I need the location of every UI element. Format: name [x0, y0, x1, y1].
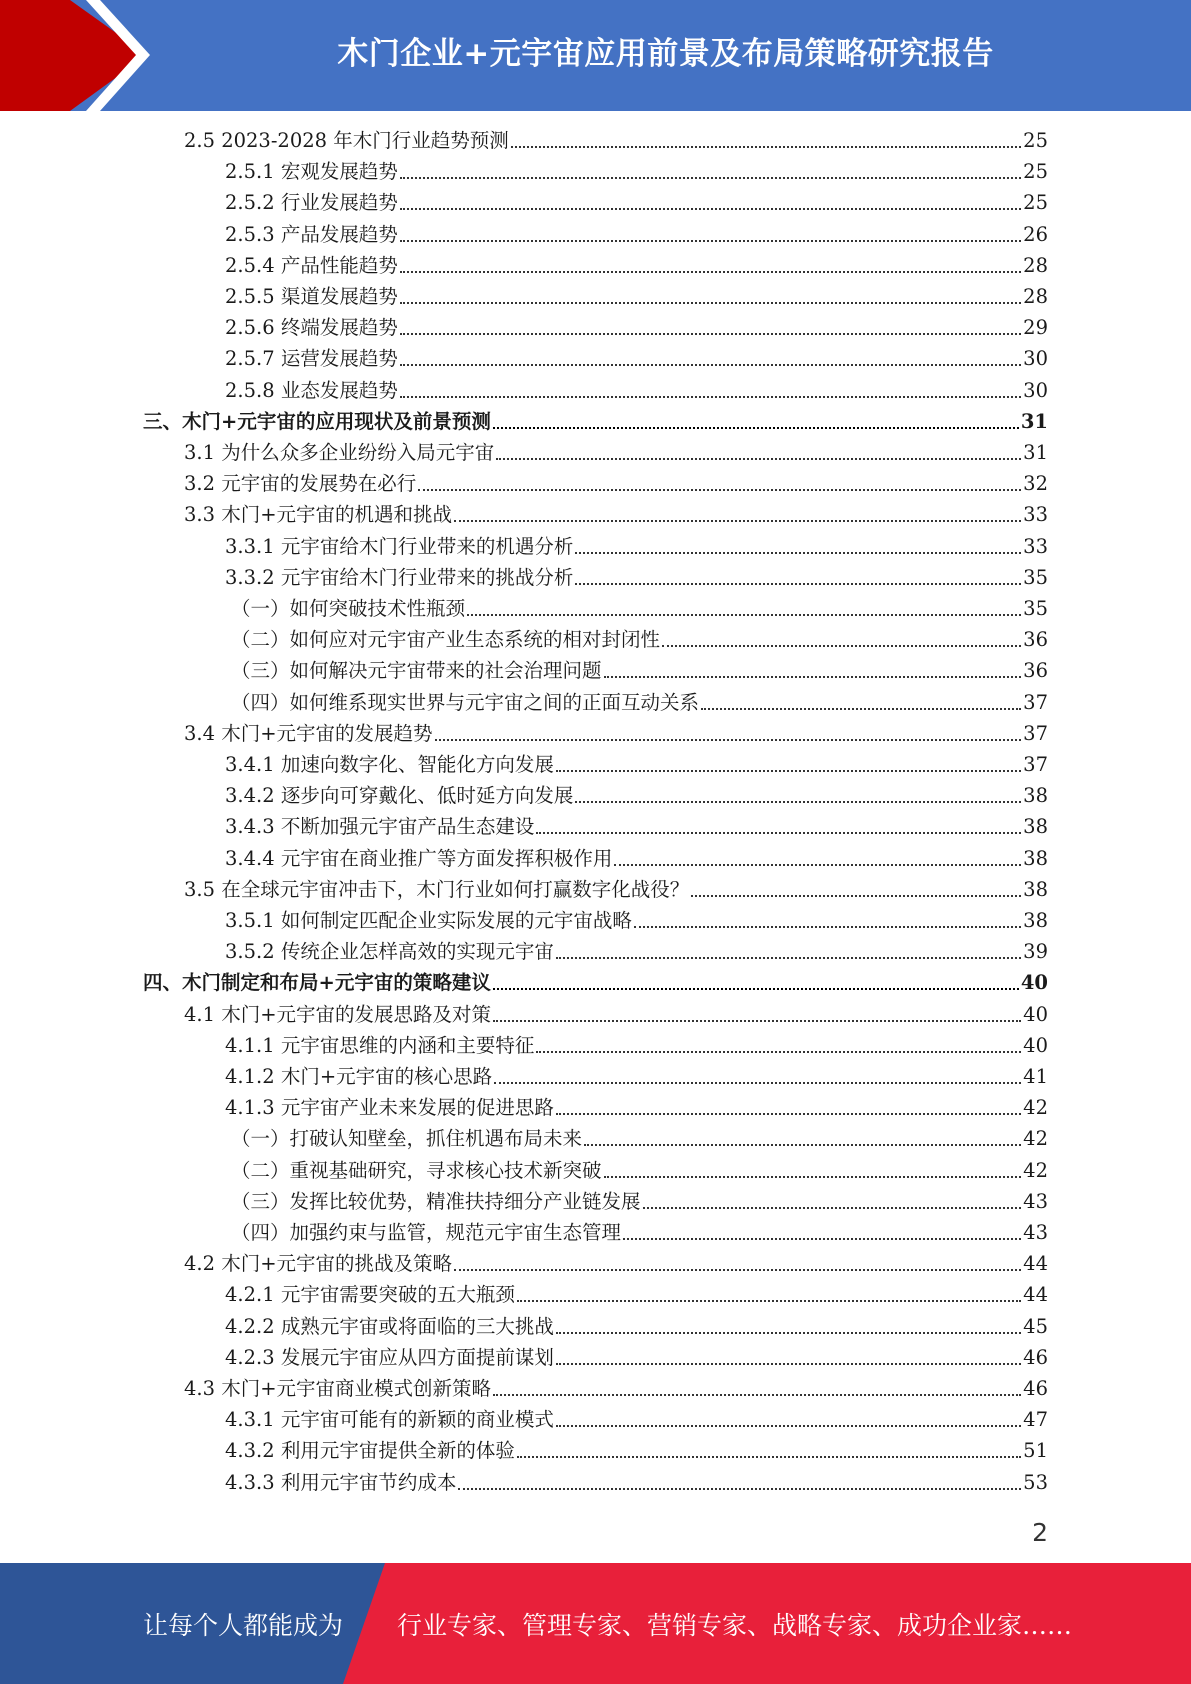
toc-entry[interactable] [231, 658, 1048, 684]
toc-entry[interactable] [231, 627, 1048, 653]
toc-entry-title: 2.5.7 运营发展趋势 [225, 347, 398, 370]
toc-entry-title: （一）打破认知壁垒，抓住机遇布局未来 [231, 1127, 583, 1150]
toc-entry-page: 46 [1023, 1377, 1048, 1400]
toc-entry-page: 42 [1023, 1096, 1048, 1119]
toc-entry[interactable] [225, 814, 1048, 840]
toc-dot-leader [496, 458, 1021, 460]
toc-entry-page: 35 [1023, 566, 1048, 589]
toc-dot-leader [454, 520, 1021, 522]
toc-entry-title: 三、木门+元宇宙的应用现状及前景预测 [143, 410, 491, 433]
toc-entry-title: 4.1.2 木门+元宇宙的核心思路 [225, 1065, 493, 1088]
toc-entry[interactable] [231, 1220, 1048, 1246]
toc-entry-title: 3.4.4 元宇宙在商业推广等方面发挥积极作用 [225, 847, 613, 870]
toc-entry-title: 4.1.3 元宇宙产业未来发展的促进思路 [225, 1096, 554, 1119]
toc-entry-page: 31 [1023, 441, 1048, 464]
toc-entry[interactable] [184, 471, 1048, 497]
toc-entry-title: 4.2.2 成熟元宇宙或将面临的三大挑战 [225, 1315, 554, 1338]
toc-entry-title: 四、木门制定和布局+元宇宙的策略建议 [143, 971, 491, 994]
toc-dot-leader [634, 926, 1021, 928]
toc-entry-page: 38 [1023, 815, 1048, 838]
toc-entry-title: （一）如何突破技术性瓶颈 [231, 597, 466, 620]
toc-dot-leader [662, 645, 1021, 647]
toc-entry-title: 4.3 木门+元宇宙商业模式创新策略 [184, 1377, 492, 1400]
toc-dot-leader [556, 770, 1021, 772]
footer-slogan-left: 让每个人都能成为 [143, 1610, 344, 1640]
toc-entry-title: 3.3.1 元宇宙给木门行业带来的机遇分析 [225, 535, 574, 558]
toc-dot-leader [536, 832, 1021, 834]
toc-entry-title: 4.3.3 利用元宇宙节约成本 [225, 1471, 457, 1494]
toc-entry[interactable] [225, 284, 1048, 310]
toc-dot-leader [643, 1207, 1022, 1209]
toc-entry-title: 4.3.2 利用元宇宙提供全新的体验 [225, 1439, 515, 1462]
toc-entry[interactable] [184, 877, 1048, 903]
toc-entry-page: 30 [1023, 347, 1048, 370]
toc-dot-leader [575, 552, 1021, 554]
toc-dot-leader [435, 739, 1022, 741]
toc-entry-page: 26 [1023, 223, 1048, 246]
toc-entry-page: 47 [1023, 1408, 1048, 1431]
toc-dot-leader [467, 614, 1021, 616]
document-title: 木门企业+元宇宙应用前景及布局策略研究报告 [337, 35, 994, 72]
footer-slogan-right: 行业专家、管理专家、营销专家、战略专家、成功企业家…… [397, 1610, 1073, 1640]
toc-entry-page: 43 [1023, 1190, 1048, 1213]
toc-entry-page: 42 [1023, 1159, 1048, 1182]
toc-entry[interactable] [225, 1314, 1048, 1340]
toc-entry-page: 42 [1023, 1127, 1048, 1150]
toc-entry-page: 36 [1023, 659, 1048, 682]
toc-entry-page: 46 [1023, 1346, 1048, 1369]
toc-entry-title: 3.3.2 元宇宙给木门行业带来的挑战分析 [225, 566, 574, 589]
toc-entry-page: 41 [1023, 1065, 1048, 1088]
toc-dot-leader [556, 957, 1021, 959]
toc-entry-page: 37 [1023, 722, 1048, 745]
toc-entry-page: 40 [1023, 1003, 1048, 1026]
toc-dot-leader [614, 864, 1021, 866]
toc-entry-page: 33 [1023, 503, 1048, 526]
toc-dot-leader [623, 1238, 1021, 1240]
toc-dot-leader [511, 146, 1021, 148]
toc-entry[interactable] [225, 1407, 1048, 1433]
toc-entry[interactable] [143, 409, 1048, 435]
toc-entry[interactable] [184, 1376, 1048, 1402]
toc-entry[interactable] [184, 128, 1048, 154]
toc-entry-title: 3.4.3 不断加强元宇宙产品生态建设 [225, 815, 535, 838]
toc-entry-title: （四）加强约束与监管，规范元宇宙生态管理 [231, 1221, 622, 1244]
toc-entry[interactable] [231, 690, 1048, 716]
toc-entry-page: 25 [1023, 129, 1048, 152]
toc-dot-leader [454, 1269, 1021, 1271]
toc-entry-title: 2.5.3 产品发展趋势 [225, 223, 398, 246]
page-footer [0, 1563, 1191, 1684]
toc-dot-leader [493, 427, 1019, 429]
toc-entry[interactable] [231, 1126, 1048, 1152]
toc-entry-title: （二）如何应对元宇宙产业生态系统的相对封闭性 [231, 628, 661, 651]
toc-dot-leader [575, 801, 1021, 803]
toc-dot-leader [691, 895, 1021, 897]
toc-entry-page: 44 [1023, 1283, 1048, 1306]
toc-dot-leader [556, 1425, 1021, 1427]
toc-dot-leader [400, 396, 1021, 398]
toc-entry-title: 2.5 2023-2028 年木门行业趋势预测 [184, 129, 509, 152]
toc-entry-title: 3.4.2 逐步向可穿戴化、低时延方向发展 [225, 784, 574, 807]
toc-entry-page: 53 [1023, 1471, 1048, 1494]
toc-dot-leader [400, 271, 1021, 273]
toc-dot-leader [494, 1082, 1021, 1084]
toc-dot-leader [604, 1176, 1022, 1178]
toc-entry[interactable] [225, 1438, 1048, 1464]
toc-entry-title: （四）如何维系现实世界与元宇宙之间的正面互动关系 [231, 691, 700, 714]
toc-entry-title: 3.1 为什么众多企业纷纷入局元宇宙 [184, 441, 495, 464]
toc-dot-leader [584, 1144, 1021, 1146]
toc-dot-leader [400, 333, 1021, 335]
toc-entry-page: 44 [1023, 1252, 1048, 1275]
toc-entry-page: 35 [1023, 597, 1048, 620]
toc-dot-leader [556, 1113, 1021, 1115]
toc-entry-page: 38 [1023, 784, 1048, 807]
toc-entry-page: 38 [1023, 909, 1048, 932]
toc-entry-page: 33 [1023, 535, 1048, 558]
toc-entry-title: 2.5.1 宏观发展趋势 [225, 160, 398, 183]
toc-entry-page: 31 [1020, 410, 1048, 433]
toc-entry[interactable] [225, 190, 1048, 216]
toc-entry-page: 45 [1023, 1315, 1048, 1338]
page-number: 2 [1032, 1518, 1048, 1547]
toc-entry[interactable] [231, 596, 1048, 622]
toc-entry-title: 4.3.1 元宇宙可能有的新颖的商业模式 [225, 1408, 554, 1431]
toc-entry-page: 29 [1023, 316, 1048, 339]
toc-entry[interactable] [184, 1002, 1048, 1028]
toc-entry-page: 30 [1023, 379, 1048, 402]
toc-entry-page: 38 [1023, 847, 1048, 870]
toc-entry-title: 3.5.2 传统企业怎样高效的实现元宇宙 [225, 940, 554, 963]
toc-entry-page: 40 [1020, 971, 1048, 994]
toc-entry[interactable] [225, 565, 1048, 591]
toc-dot-leader [418, 489, 1021, 491]
toc-entry-title: （三）如何解决元宇宙带来的社会治理问题 [231, 659, 602, 682]
toc-entry[interactable] [225, 908, 1048, 934]
toc-entry[interactable] [184, 721, 1048, 747]
toc-entry[interactable] [225, 783, 1048, 809]
toc-dot-leader [493, 988, 1019, 990]
toc-entry-title: 4.1 木门+元宇宙的发展思路及对策 [184, 1003, 492, 1026]
toc-dot-leader [458, 1488, 1021, 1490]
toc-entry-page: 37 [1023, 691, 1048, 714]
toc-dot-leader [517, 1456, 1021, 1458]
toc-entry-page: 40 [1023, 1034, 1048, 1057]
toc-entry-page: 51 [1023, 1439, 1048, 1462]
toc-dot-leader [536, 1051, 1021, 1053]
toc-entry-page: 37 [1023, 753, 1048, 776]
toc-entry[interactable] [225, 1095, 1048, 1121]
toc-entry[interactable] [225, 315, 1048, 341]
toc-entry[interactable] [225, 939, 1048, 965]
toc-entry-page: 32 [1023, 472, 1048, 495]
toc-entry[interactable] [225, 1470, 1048, 1496]
toc-entry-title: 3.3 木门+元宇宙的机遇和挑战 [184, 503, 453, 526]
toc-entry-title: 4.1.1 元宇宙思维的内涵和主要特征 [225, 1034, 535, 1057]
toc-entry-page: 25 [1023, 160, 1048, 183]
toc-entry-title: 4.2 木门+元宇宙的挑战及策略 [184, 1252, 453, 1275]
toc-entry-title: 3.4.1 加速向数字化、智能化方向发展 [225, 753, 554, 776]
toc-entry[interactable] [225, 378, 1048, 404]
toc-dot-leader [701, 708, 1021, 710]
toc-dot-leader [400, 177, 1021, 179]
toc-entry[interactable] [225, 159, 1048, 185]
toc-entry-title: （二）重视基础研究，寻求核心技术新突破 [231, 1159, 602, 1182]
toc-entry-page: 25 [1023, 191, 1048, 214]
toc-entry[interactable] [225, 1033, 1048, 1059]
toc-entry[interactable] [225, 222, 1048, 248]
toc-entry[interactable] [184, 502, 1048, 528]
toc-dot-leader [400, 208, 1021, 210]
toc-entry-title: 2.5.2 行业发展趋势 [225, 191, 398, 214]
toc-entry[interactable] [231, 1158, 1048, 1184]
toc-entry-title: 3.2 元宇宙的发展势在必行 [184, 472, 417, 495]
toc-dot-leader [400, 364, 1021, 366]
toc-dot-leader [556, 1332, 1021, 1334]
toc-entry-title: 2.5.5 渠道发展趋势 [225, 285, 398, 308]
toc-dot-leader [556, 1363, 1021, 1365]
toc-entry-page: 28 [1023, 254, 1048, 277]
toc-entry[interactable] [225, 346, 1048, 372]
toc-entry-title: 2.5.8 业态发展趋势 [225, 379, 398, 402]
toc-entry[interactable] [231, 1189, 1048, 1215]
toc-entry[interactable] [143, 970, 1048, 996]
toc-entry-title: 2.5.6 终端发展趋势 [225, 316, 398, 339]
toc-dot-leader [517, 1300, 1021, 1302]
toc-entry[interactable] [225, 253, 1048, 279]
toc-entry-page: 43 [1023, 1221, 1048, 1244]
toc-entry-title: 3.5.1 如何制定匹配企业实际发展的元宇宙战略 [225, 909, 632, 932]
toc-entry-title: 4.2.3 发展元宇宙应从四方面提前谋划 [225, 1346, 554, 1369]
page-header [0, 0, 1191, 111]
toc-entry-page: 38 [1023, 878, 1048, 901]
toc-entry[interactable] [225, 534, 1048, 560]
toc-dot-leader [575, 583, 1021, 585]
toc-entry[interactable] [225, 1064, 1048, 1090]
toc-entry-title: 2.5.4 产品性能趋势 [225, 254, 398, 277]
toc-entry-page: 36 [1023, 628, 1048, 651]
toc-entry-page: 39 [1023, 940, 1048, 963]
toc-entry-title: 3.4 木门+元宇宙的发展趋势 [184, 722, 433, 745]
toc-dot-leader [604, 676, 1022, 678]
toc-entry[interactable] [225, 752, 1048, 778]
toc-entry[interactable] [225, 846, 1048, 872]
toc-dot-leader [400, 240, 1021, 242]
toc-entry[interactable] [184, 1251, 1048, 1277]
toc-dot-leader [493, 1020, 1021, 1022]
toc-entry-page: 28 [1023, 285, 1048, 308]
toc-entry[interactable] [225, 1282, 1048, 1308]
toc-dot-leader [400, 302, 1021, 304]
toc-entry-title: （三）发挥比较优势，精准扶持细分产业链发展 [231, 1190, 641, 1213]
toc-dot-leader [493, 1394, 1021, 1396]
toc-entry-title: 3.5 在全球元宇宙冲击下，木门行业如何打赢数字化战役？ [184, 878, 690, 901]
toc-entry[interactable] [225, 1345, 1048, 1371]
toc-entry[interactable] [184, 440, 1048, 466]
toc-entry-title: 4.2.1 元宇宙需要突破的五大瓶颈 [225, 1283, 515, 1306]
